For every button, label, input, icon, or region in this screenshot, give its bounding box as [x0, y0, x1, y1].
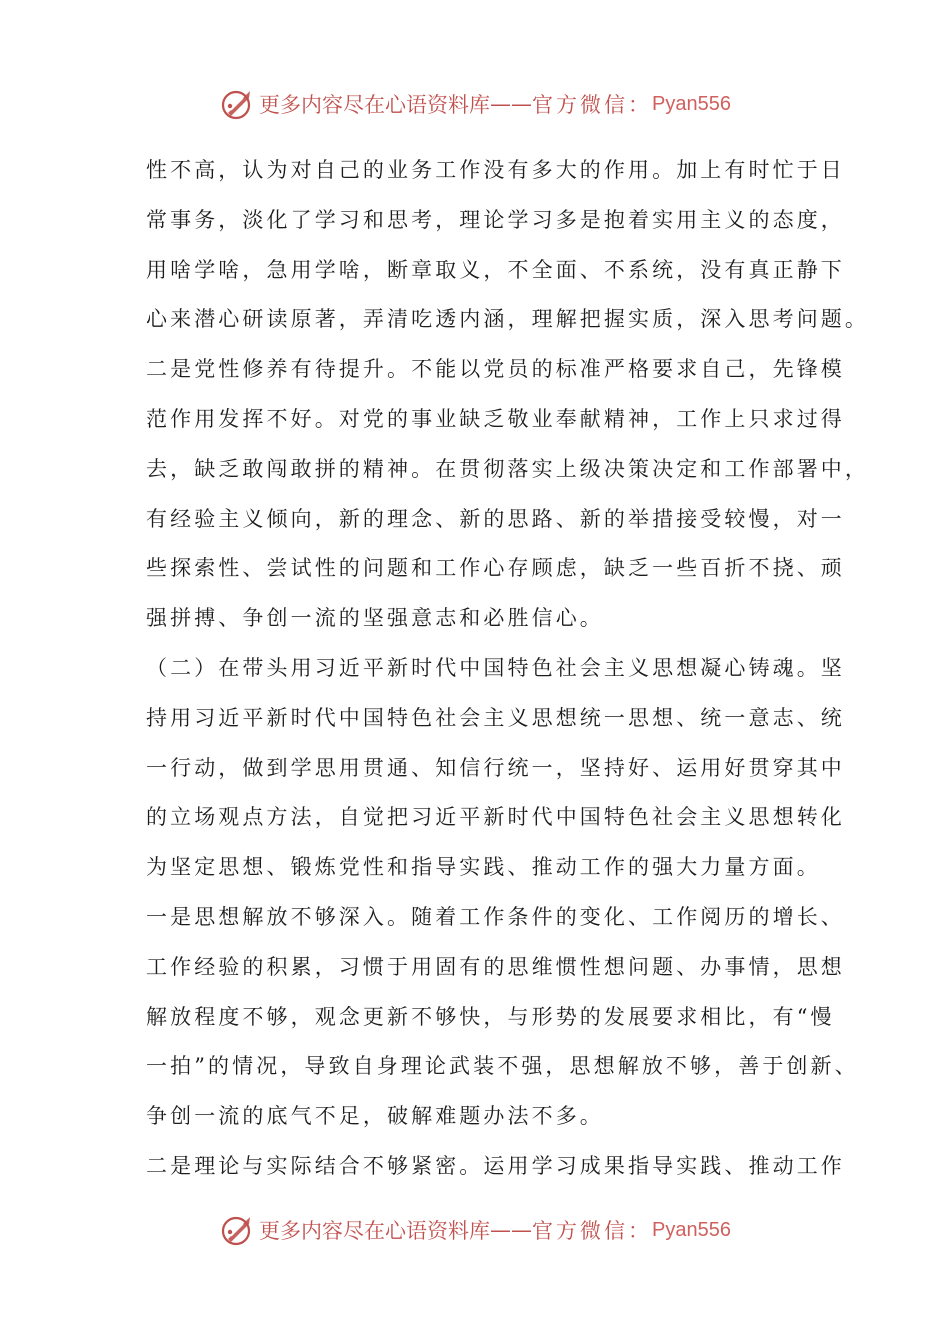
footer-banner-wechat-label: 官方微信： [532, 1219, 653, 1243]
footer-banner-text: 更多内容尽在心语资料库 [259, 1219, 491, 1243]
body-line: 性不高，认为对自己的业务工作没有多大的作用。加上有时忙于日 [146, 158, 845, 182]
footer-banner-wechat-id: Pyan556 [652, 1218, 731, 1241]
header-banner-wechat-id: Pyan556 [652, 92, 731, 115]
body-line: 为坚定思想、锻炼党性和指导实践、推动工作的强大力量方面。 [146, 855, 821, 880]
body-line: 的立场观点方法，自觉把习近平新时代中国特色社会主义思想转化 [146, 805, 845, 830]
header-banner-wechat-label: 官方微信： [532, 93, 653, 117]
footer-watermark-banner [0, 1208, 950, 1252]
body-line: 心来潜心研读原著，弄清吃透内涵，理解把握实质，深入思考问题。 [146, 307, 869, 332]
body-line: 去，缺乏敢闯敢拼的精神。在贯彻落实上级决策决定和工作部署中， [146, 456, 869, 481]
body-line: 一拍”的情况，导致自身理论武装不强，思想解放不够，善于创新、 [146, 1054, 859, 1079]
body-line: 用啥学啥，急用学啥，断章取义，不全面、不系统，没有真正静下 [146, 257, 845, 282]
body-line: 有经验主义倾向，新的理念、新的思路、新的举措接受较慢，对一 [146, 506, 845, 531]
body-line: 持用习近平新时代中国特色社会主义思想统一思想、统一意志、统 [146, 705, 845, 730]
pen-nib-logo-icon [219, 1212, 255, 1248]
header-banner-dash: —— [490, 92, 533, 116]
header-watermark-banner [0, 82, 950, 126]
body-line: 解放程度不够，观念更新不够快，与形势的发展要求相比，有“慢 [146, 1004, 835, 1029]
header-banner-text: 更多内容尽在心语资料库 [259, 93, 491, 117]
document-body [146, 146, 869, 1192]
body-line: 一行动，做到学思用贯通、知信行统一，坚持好、运用好贯穿其中 [146, 755, 845, 780]
body-line: 争创一流的底气不足，破解难题办法不多。 [146, 1104, 604, 1129]
pen-nib-logo-icon [219, 86, 255, 122]
body-line: 工作经验的积累，习惯于用固有的思维惯性想问题、办事情，思想 [146, 954, 845, 979]
body-line: 常事务，淡化了学习和思考，理论学习多是抱着实用主义的态度， [146, 207, 845, 232]
body-line: 二是党性修养有待提升。不能以党员的标准严格要求自己，先锋模 [146, 357, 845, 382]
footer-banner-dash: —— [490, 1218, 533, 1242]
body-line: 二是理论与实际结合不够紧密。运用学习成果指导实践、推动工作 [146, 1153, 845, 1178]
body-line: 一是思想解放不够深入。随着工作条件的变化、工作阅历的增长、 [146, 904, 845, 929]
body-line: （二）在带头用习近平新时代中国特色社会主义思想凝心铸魂。坚 [146, 655, 845, 680]
body-line: 范作用发挥不好。对党的事业缺乏敬业奉献精神，工作上只求过得 [146, 406, 845, 431]
body-line: 些探索性、尝试性的问题和工作心存顾虑，缺乏一些百折不挠、顽 [146, 556, 845, 581]
body-line: 强拼搏、争创一流的坚强意志和必胜信心。 [146, 606, 604, 631]
